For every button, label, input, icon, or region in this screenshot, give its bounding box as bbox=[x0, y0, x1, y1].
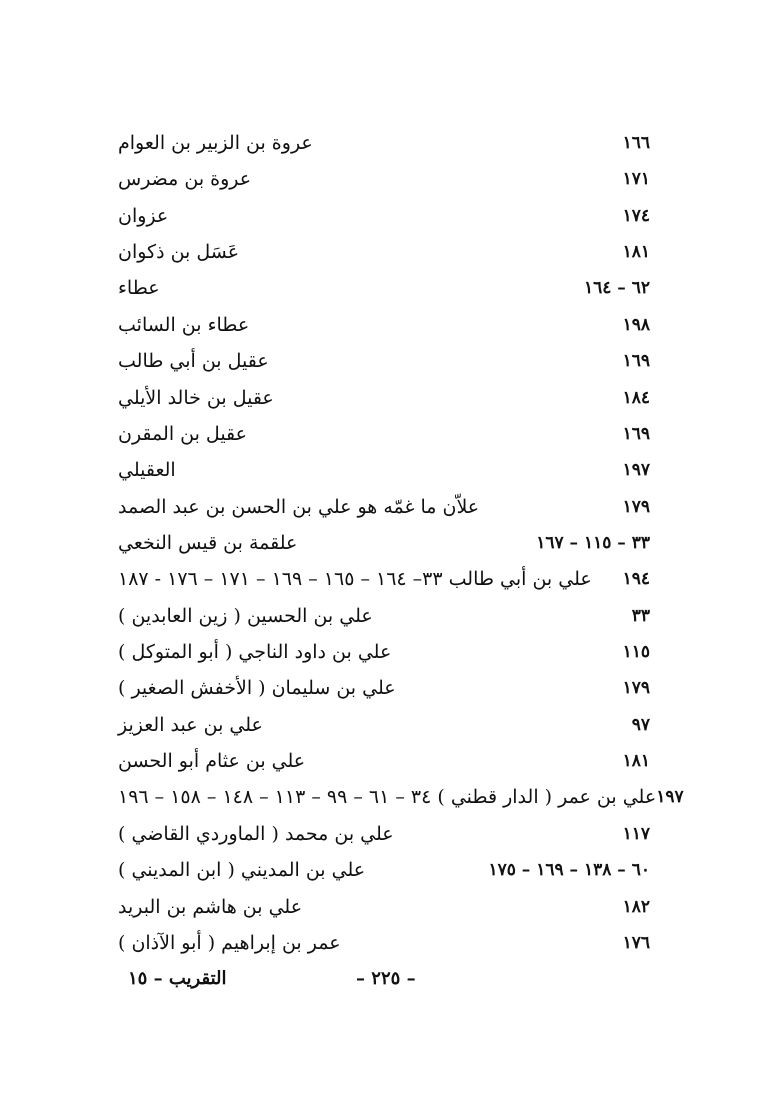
index-entry bbox=[118, 162, 650, 196]
entry-name: علي بن عمر ( الدار قطني ) ٣٤ – ٦١ – ٩٩ – ١١٣ – ١٤٨ – ١٥٨ – ١٩٦ bbox=[118, 786, 657, 809]
entry-pages: ١٨١ bbox=[622, 242, 650, 263]
entry-name: علي بن عثام أبو الحسن bbox=[118, 750, 306, 773]
index-entry bbox=[118, 199, 650, 233]
entry-pages: ١٧٩ bbox=[622, 496, 650, 517]
index-entry bbox=[118, 926, 650, 960]
entry-name: علي بن الحسين ( زين العابدين ) bbox=[118, 604, 373, 627]
index-entry bbox=[118, 562, 650, 596]
entry-name: علي بن محمد ( الماوردي القاضي ) bbox=[118, 822, 394, 845]
index-entry bbox=[118, 381, 650, 415]
entry-pages: ٣٣ bbox=[631, 605, 650, 626]
entry-name: العقيلي bbox=[118, 459, 176, 482]
entry-name: عقيل بن أبي طالب bbox=[118, 350, 269, 373]
entry-name: علي بن أبي طالب ٣٣– ١٦٤ – ١٦٥ – ١٦٩ – ١٧١ – ١٧٦ - ١٨٧ bbox=[118, 568, 592, 591]
entry-pages: ١٧٩ bbox=[622, 678, 650, 699]
entry-name: عَسَل بن ذكوان bbox=[118, 241, 240, 264]
index-entry bbox=[118, 308, 650, 342]
entry-name: عطاء بن السائب bbox=[118, 313, 250, 336]
index-entry bbox=[118, 599, 650, 633]
footer-book-label: التقريب – ١٥ bbox=[128, 968, 227, 989]
entry-pages: ١٧٦ bbox=[622, 932, 650, 953]
entry-pages: ١١٥ bbox=[622, 642, 650, 663]
index-entry bbox=[118, 853, 650, 887]
index-entry bbox=[118, 635, 650, 669]
entry-pages: ١٨٢ bbox=[622, 896, 650, 917]
entry-pages: ١٩٧ bbox=[622, 460, 650, 481]
entry-name: علي بن سليمان ( الأخفش الصغير ) bbox=[118, 677, 396, 700]
entry-pages: ١٩٧ bbox=[656, 787, 684, 808]
index-entry bbox=[118, 453, 650, 487]
index-entry bbox=[118, 235, 650, 269]
entry-name: عزوان bbox=[118, 204, 169, 227]
page-footer bbox=[118, 968, 650, 998]
entry-pages: ١٨١ bbox=[622, 751, 650, 772]
entry-name: عطاء bbox=[118, 277, 160, 300]
entry-name: عقيل بن المقرن bbox=[118, 422, 248, 445]
index-entry bbox=[118, 490, 650, 524]
entry-name: عروة بن مضرس bbox=[118, 168, 252, 191]
entry-pages: ١٦٩ bbox=[622, 423, 650, 444]
entry-pages: ٩٧ bbox=[631, 714, 650, 735]
index-entry bbox=[118, 817, 650, 851]
index-entry bbox=[118, 126, 650, 160]
entry-pages: ٦٠ – ١٣٨ – ١٦٩ – ١٧٥ bbox=[488, 860, 650, 881]
entry-name: عمر بن إبراهيم ( أبو الآذان ) bbox=[118, 931, 341, 954]
index-entry bbox=[118, 780, 684, 814]
entry-pages: ١٩٨ bbox=[622, 314, 650, 335]
index-entry bbox=[118, 271, 650, 305]
entry-pages: ١٧١ bbox=[622, 169, 650, 190]
entry-name: علاّن ما غمّه هو علي بن الحسن بن عبد الصمد bbox=[118, 495, 480, 518]
index-entry bbox=[118, 744, 650, 778]
entry-pages: ١٦٩ bbox=[622, 351, 650, 372]
entry-pages: ١٦٦ bbox=[622, 133, 650, 153]
entry-pages: ١٨٤ bbox=[622, 387, 650, 408]
index-entry bbox=[118, 671, 650, 705]
entry-name: علي بن عبد العزيز bbox=[118, 713, 263, 736]
entry-name: علي بن المديني ( ابن المديني ) bbox=[118, 859, 366, 882]
index-entries bbox=[118, 126, 684, 960]
index-entry bbox=[118, 526, 650, 560]
index-entry bbox=[118, 890, 650, 924]
entry-pages: ٦٢ – ١٦٤ bbox=[583, 278, 650, 299]
entry-pages: ١٧٤ bbox=[622, 205, 650, 226]
entry-name: عقيل بن خالد الأيلي bbox=[118, 386, 274, 409]
index-entry bbox=[118, 708, 650, 742]
index-entry bbox=[118, 344, 650, 378]
entry-name: علي بن داود الناجي ( أبو المتوكل ) bbox=[118, 641, 392, 664]
entry-name: عروة بن الزبير بن العوام bbox=[118, 132, 313, 154]
entry-name: علقمة بن قيس النخعي bbox=[118, 531, 298, 554]
footer-page-number: – ٢٢٥ – bbox=[356, 968, 416, 989]
entry-pages: ١٩٤ bbox=[622, 569, 650, 590]
entry-name: علي بن هاشم بن البريد bbox=[118, 895, 303, 918]
entry-pages: ٣٣ – ١١٥ – ١٦٧ bbox=[536, 532, 650, 553]
index-entry bbox=[118, 417, 650, 451]
entry-pages: ١١٧ bbox=[622, 823, 650, 844]
